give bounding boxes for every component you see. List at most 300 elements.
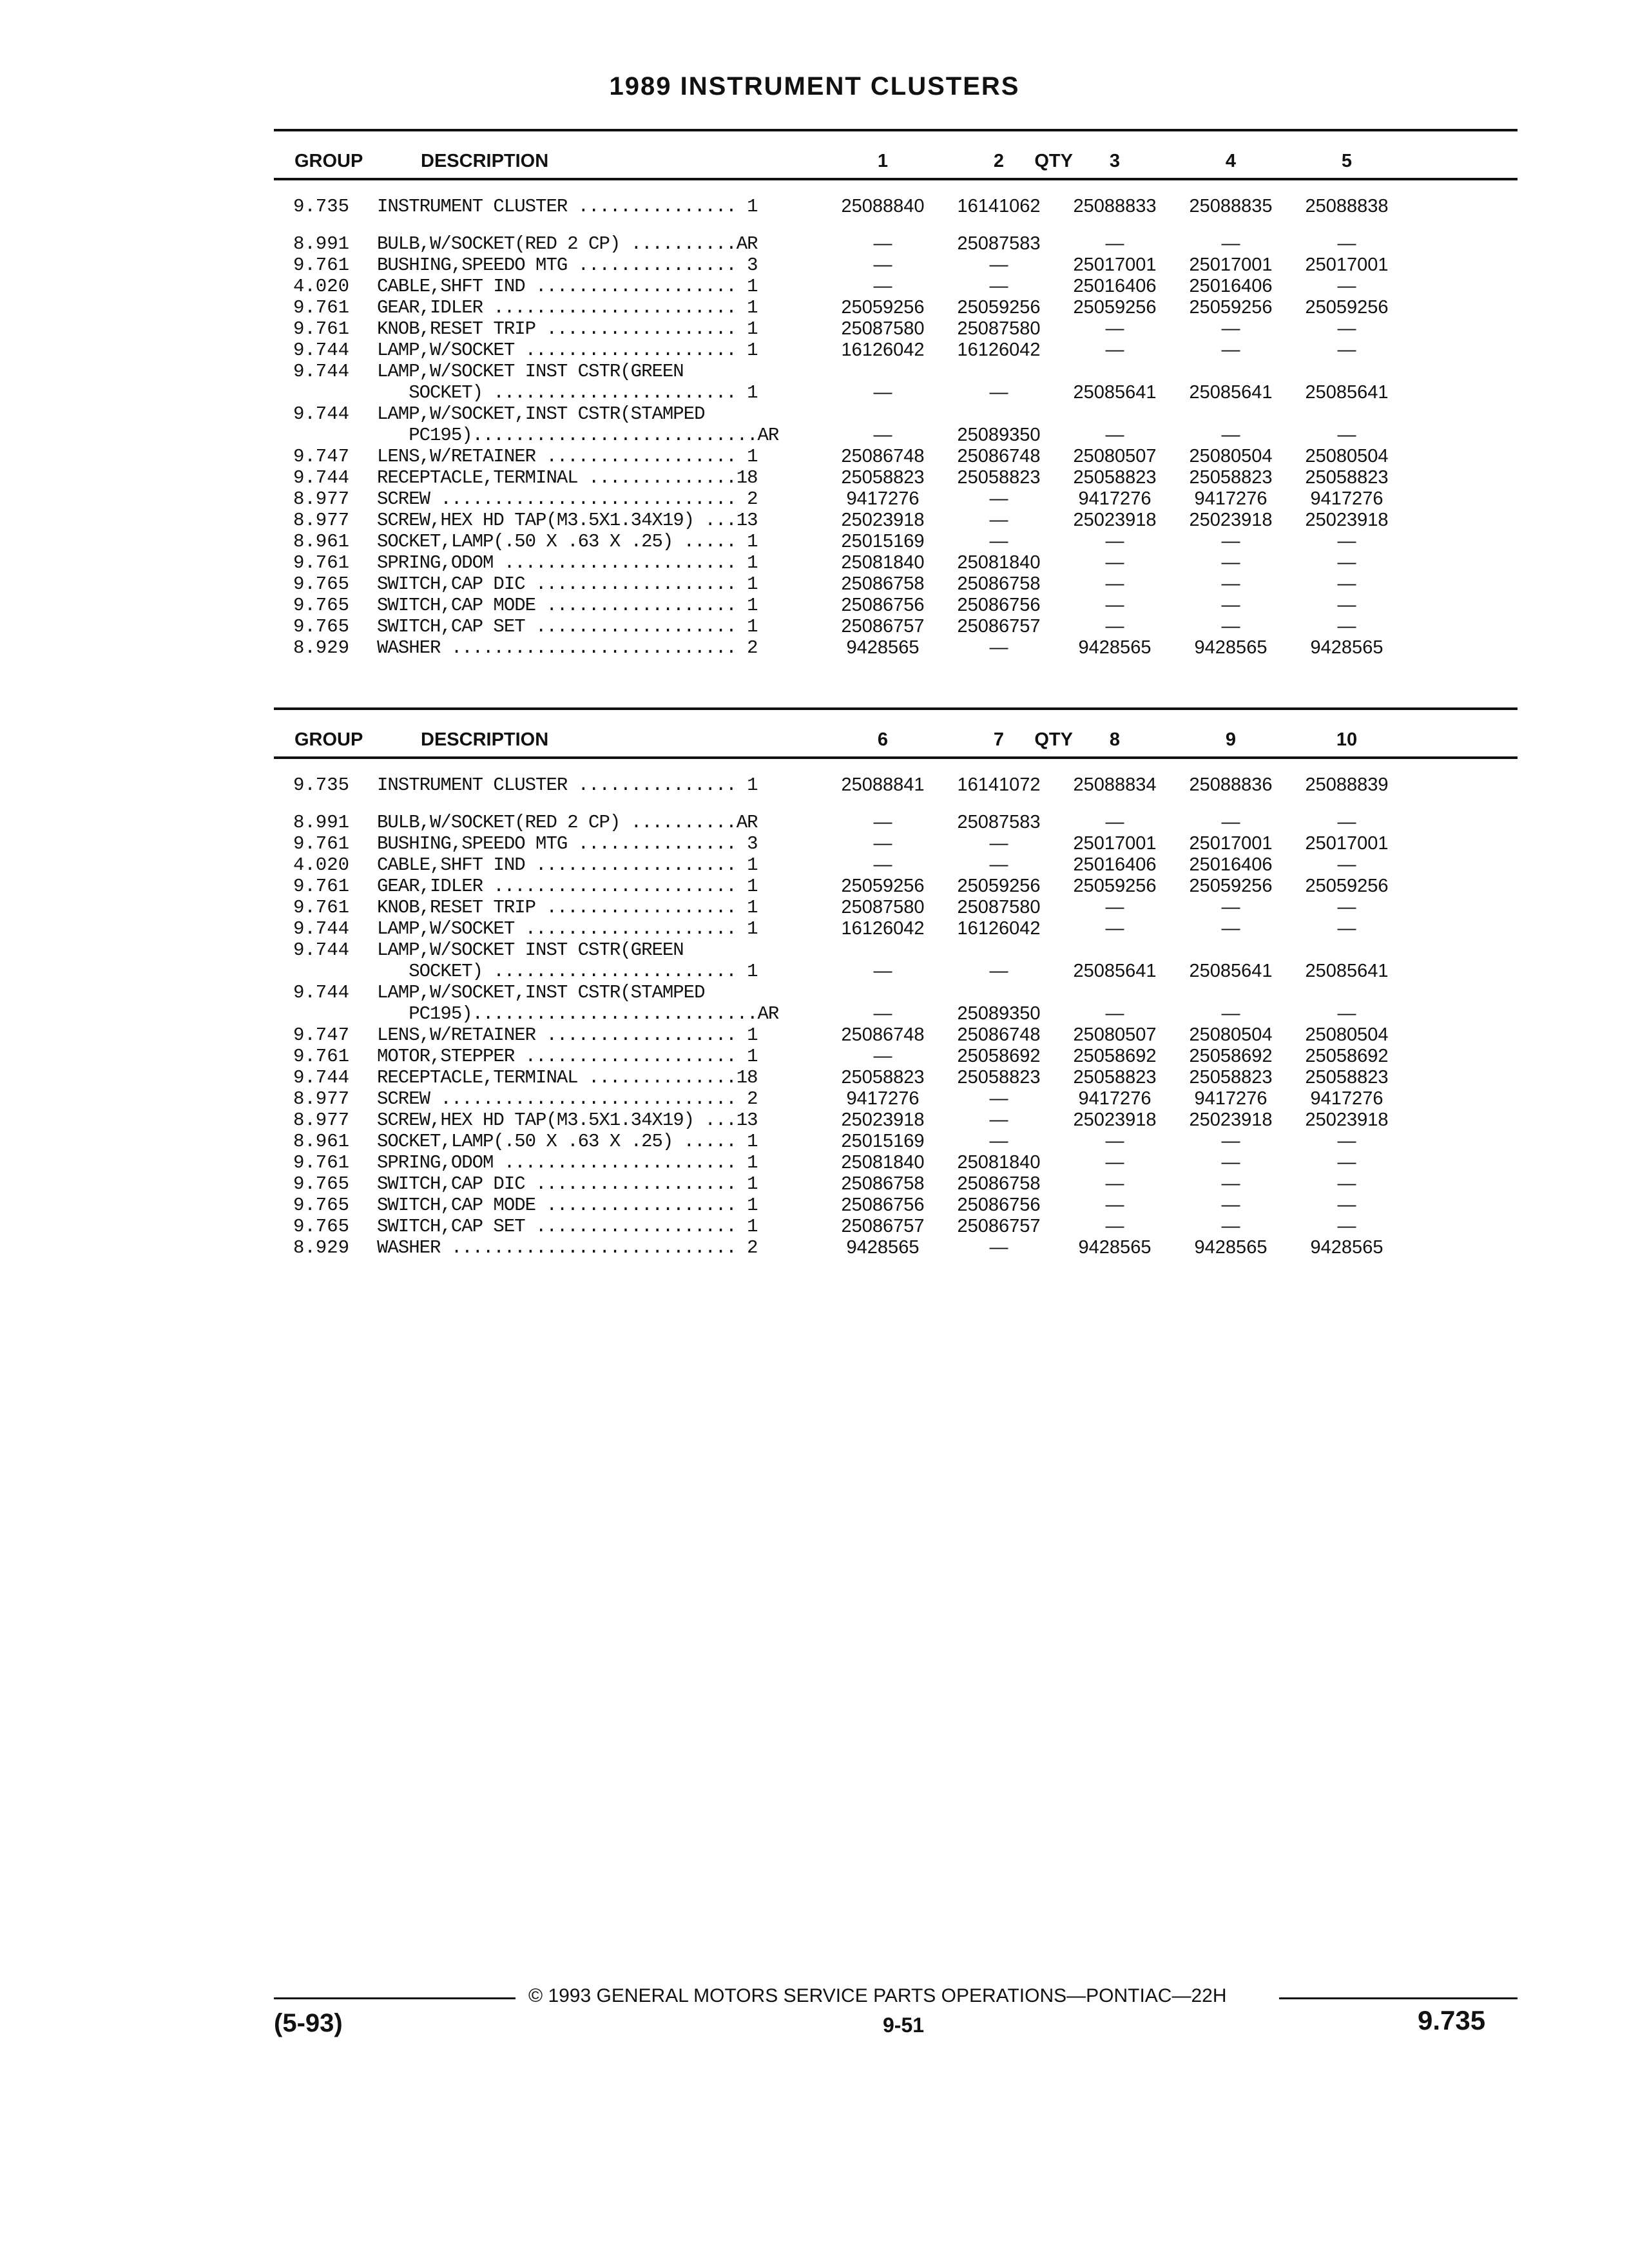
table-row [274,1131,1518,1152]
row-part-number: 25086758 [957,1173,1041,1194]
row-part-number: 25058823 [1073,1067,1157,1088]
row-part-number: — [1221,1152,1240,1173]
row-part-number: — [1337,1131,1356,1151]
table-row [274,467,1518,488]
row-description: LAMP,W/SOCKET INST CSTR(GREEN [377,939,684,961]
row-part-number: 25023918 [841,510,925,530]
row-part-number: — [1337,854,1356,875]
row-part-number: 25081840 [841,552,925,573]
row-part-number: — [1105,595,1124,615]
table-row [274,531,1518,552]
page-title: 1989 INSTRUMENT CLUSTERS [609,72,1020,101]
row-part-number: — [989,854,1008,875]
row-part-number: — [873,854,892,875]
row-part-number: 25086758 [841,573,925,594]
row-part-number: 25086758 [841,1173,925,1194]
row-group-code: 9.765 [293,616,350,637]
row-part-number: — [1221,552,1240,573]
row-part-number: — [1221,595,1240,615]
row-part-number: — [1105,897,1124,918]
row-part-number: 25080504 [1305,446,1389,466]
row-group-code: 9.735 [293,774,350,796]
table-row [274,774,1518,796]
row-part-number: 16126042 [841,340,925,360]
row-part-number: — [989,255,1008,275]
row-part-number: 16126042 [957,918,1041,939]
row-part-number: — [1221,616,1240,637]
row-part-number: — [989,961,1008,981]
table-row [274,276,1518,297]
row-part-number: — [1221,1131,1240,1151]
row-part-number: — [1221,812,1240,832]
row-description: MOTOR,STEPPER .................... 1 [377,1046,758,1067]
row-part-number: 25059256 [1189,297,1273,318]
row-part-number: 25023918 [1189,510,1273,530]
row-part-number: 25089350 [957,1003,1041,1024]
row-part-number: 25087583 [957,812,1041,832]
row-part-number: — [1105,1003,1124,1024]
row-part-number: — [1105,918,1124,939]
row-part-number: — [1221,531,1240,552]
table-row [274,488,1518,510]
row-group-code: 9.761 [293,1046,350,1067]
row-group-code: 9.744 [293,982,350,1003]
row-part-number: 16141062 [957,196,1041,216]
row-group-code: 9.761 [293,897,350,918]
row-part-number: — [1221,1173,1240,1194]
table-header-rule [274,178,1518,180]
row-group-code: 9.744 [293,939,350,961]
row-description: SCREW,HEX HD TAP(M3.5X1.34X19) ...13 [377,1110,758,1131]
row-description: KNOB,RESET TRIP .................. 1 [377,318,758,340]
row-group-code: 4.020 [293,854,350,876]
row-part-number: — [1105,233,1124,254]
table-row [274,595,1518,616]
row-part-number: — [1337,1195,1356,1215]
row-description: LAMP,W/SOCKET .................... 1 [377,918,758,939]
row-part-number: — [1221,233,1240,254]
row-part-number: 25058823 [1189,467,1273,488]
row-part-number: 25085641 [1305,382,1389,403]
footer-page-number: 9-51 [883,2013,925,2037]
row-group-code: 9.747 [293,1024,350,1046]
row-group-code: 9.761 [293,318,350,340]
table-row [274,982,1518,1003]
row-description: SCREW ............................ 2 [377,1088,758,1110]
table-row [274,1237,1518,1258]
table-row [274,616,1518,637]
row-description: PC195)...........................AR [377,1003,779,1024]
row-description: SPRING,ODOM ...................... 1 [377,1152,758,1173]
table-row [274,255,1518,276]
header-column-6: 6 [877,729,889,750]
row-part-number: 25088841 [841,774,925,795]
row-description: SWITCH,CAP SET ................... 1 [377,1216,758,1237]
row-part-number: — [1221,897,1240,918]
row-part-number: 16126042 [957,340,1041,360]
row-description: CABLE,SHFT IND ................... 1 [377,854,758,876]
row-part-number: — [1105,616,1124,637]
row-part-number: — [1221,425,1240,445]
row-description: SPRING,ODOM ...................... 1 [377,552,758,573]
row-description: SOCKET,LAMP(.50 X .63 X .25) ..... 1 [377,1131,758,1152]
row-part-number: — [989,382,1008,403]
row-part-number: 25023918 [1073,1110,1157,1130]
footer-rule-left [274,1997,516,1999]
row-description: SCREW ............................ 2 [377,488,758,510]
row-group-code: 9.744 [293,1067,350,1088]
row-part-number: 9428565 [1194,637,1268,658]
row-description: SOCKET) ....................... 1 [377,382,758,403]
row-description: WASHER ........................... 2 [377,1237,758,1258]
table-row [274,1152,1518,1173]
table-row [274,918,1518,939]
row-part-number: — [989,1237,1008,1258]
row-part-number: 25088834 [1073,774,1157,795]
row-part-number: 25058823 [957,1067,1041,1088]
row-group-code: 9.761 [293,552,350,573]
row-part-number: 25015169 [841,531,925,552]
row-part-number: — [1337,1216,1356,1236]
row-part-number: — [1221,1195,1240,1215]
row-part-number: 25080504 [1305,1024,1389,1045]
row-part-number: — [1221,340,1240,360]
row-description: LAMP,W/SOCKET .................... 1 [377,340,758,361]
header-column-4: 4 [1225,151,1237,171]
row-part-number: 25088840 [841,196,925,216]
row-part-number: 25058823 [1189,1067,1273,1088]
row-description: SOCKET,LAMP(.50 X .63 X .25) ..... 1 [377,531,758,552]
row-part-number: — [873,255,892,275]
row-part-number: 25086748 [841,446,925,466]
row-part-number: 9417276 [1194,488,1268,509]
row-group-code: 8.961 [293,531,350,552]
row-part-number: 25088838 [1305,196,1389,216]
row-part-number: 25081840 [841,1152,925,1173]
row-part-number: 25059256 [1305,876,1389,896]
row-part-number: — [989,276,1008,296]
row-part-number: 25087580 [841,318,925,339]
row-part-number: — [1337,918,1356,939]
row-part-number: 25023918 [1305,1110,1389,1130]
row-part-number: — [873,425,892,445]
row-part-number: — [989,637,1008,658]
row-description: SWITCH,CAP MODE .................. 1 [377,595,758,616]
header-column-7: 7 [993,729,1005,750]
table-row [274,1110,1518,1131]
row-part-number: — [873,1046,892,1066]
row-part-number: 9428565 [1310,1237,1383,1258]
table-header-row [274,151,1518,172]
table-row [274,297,1518,318]
row-part-number: — [989,1110,1008,1130]
row-part-number: 25058823 [841,1067,925,1088]
row-part-number: 25058692 [1305,1046,1389,1066]
row-group-code: 9.761 [293,255,350,276]
row-part-number: 25058692 [957,1046,1041,1066]
table-top-rule [274,129,1518,131]
row-part-number: 9417276 [1078,488,1152,509]
row-part-number: 25059256 [957,876,1041,896]
row-description: SWITCH,CAP MODE .................. 1 [377,1195,758,1216]
row-part-number: — [1337,276,1356,296]
row-part-number: 25086756 [957,595,1041,615]
table-row [274,552,1518,573]
row-description: RECEPTACLE,TERMINAL ..............18 [377,467,758,488]
row-part-number: — [1337,425,1356,445]
row-description: KNOB,RESET TRIP .................. 1 [377,897,758,918]
header-description: DESCRIPTION [421,729,549,750]
row-part-number: 25016406 [1189,854,1273,875]
row-part-number: — [1105,318,1124,339]
row-part-number: — [1105,1131,1124,1151]
row-group-code: 9.765 [293,595,350,616]
row-description: LENS,W/RETAINER .................. 1 [377,1024,758,1046]
header-column-2: 2 [993,151,1005,171]
row-part-number: 25085641 [1189,961,1273,981]
row-part-number: 25023918 [841,1110,925,1130]
row-description: LAMP,W/SOCKET,INST CSTR(STAMPED [377,982,705,1003]
row-part-number: 25088836 [1189,774,1273,795]
row-part-number: 9417276 [1194,1088,1268,1109]
row-part-number: — [1337,233,1356,254]
row-part-number: 25016406 [1189,276,1273,296]
row-group-code: 8.991 [293,812,350,833]
header-column-9: 9 [1225,729,1237,750]
table-row [274,196,1518,217]
row-part-number: 25086757 [957,1216,1041,1236]
row-part-number: 25085641 [1305,961,1389,981]
row-part-number: 25059256 [1305,297,1389,318]
row-part-number: 16126042 [841,918,925,939]
row-group-code: 9.761 [293,297,350,318]
table-row [274,510,1518,531]
row-description: SOCKET) ....................... 1 [377,961,758,982]
table-top-rule [274,707,1518,710]
row-part-number: 25081840 [957,1152,1041,1173]
table-row [274,382,1518,403]
row-part-number: 25059256 [1073,297,1157,318]
row-group-code: 8.991 [293,233,350,255]
row-part-number: — [1337,340,1356,360]
table-row [274,1067,1518,1088]
row-description: INSTRUMENT CLUSTER ............... 1 [377,196,758,217]
row-description: BUSHING,SPEEDO MTG ............... 3 [377,255,758,276]
table-row [274,897,1518,918]
row-part-number: 25017001 [1189,833,1273,854]
row-part-number: 25085641 [1073,961,1157,981]
row-part-number: — [1337,552,1356,573]
row-part-number: — [873,276,892,296]
row-part-number: — [1337,318,1356,339]
row-part-number: 25086757 [841,1216,925,1236]
row-part-number: — [1105,425,1124,445]
row-part-number: — [1105,573,1124,594]
row-part-number: 25086748 [957,446,1041,466]
header-group: GROUP [294,729,363,750]
row-part-number: 25059256 [1073,876,1157,896]
row-part-number: — [1105,340,1124,360]
row-description: LAMP,W/SOCKET INST CSTR(GREEN [377,361,684,382]
row-part-number: 25086757 [841,616,925,637]
row-group-code: 9.765 [293,1216,350,1237]
row-group-code: 9.765 [293,1195,350,1216]
row-part-number: 9428565 [1078,1237,1152,1258]
table-row [274,1024,1518,1046]
row-part-number: 25059256 [957,297,1041,318]
row-part-number: 9428565 [1078,637,1152,658]
row-part-number: 25085641 [1189,382,1273,403]
header-qty: QTY [1034,729,1073,750]
header-column-5: 5 [1341,151,1353,171]
row-part-number: 25081840 [957,552,1041,573]
row-group-code: 8.977 [293,1110,350,1131]
row-description: GEAR,IDLER ....................... 1 [377,297,758,318]
row-part-number: 25015169 [841,1131,925,1151]
row-description: SWITCH,CAP DIC ................... 1 [377,573,758,595]
row-description: SWITCH,CAP SET ................... 1 [377,616,758,637]
row-part-number: 25059256 [841,297,925,318]
row-part-number: 25023918 [1073,510,1157,530]
row-group-code: 9.761 [293,1152,350,1173]
row-description: BULB,W/SOCKET(RED 2 CP) ..........AR [377,233,758,255]
footer-copyright: © 1993 GENERAL MOTORS SERVICE PARTS OPERATIONS—PONTIAC—22H [528,1985,1227,2006]
row-part-number: 25087580 [957,318,1041,339]
row-description: BULB,W/SOCKET(RED 2 CP) ..........AR [377,812,758,833]
row-part-number: 25058823 [1305,1067,1389,1088]
row-part-number: 25086748 [841,1024,925,1045]
row-part-number: 9428565 [846,1237,920,1258]
header-description: DESCRIPTION [421,151,549,171]
row-part-number: — [1105,812,1124,832]
row-group-code: 9.744 [293,340,350,361]
row-part-number: — [989,531,1008,552]
row-part-number: 25058823 [957,467,1041,488]
table-row [274,318,1518,340]
row-group-code: 9.747 [293,446,350,467]
row-part-number: 25086756 [841,595,925,615]
row-group-code: 9.735 [293,196,350,217]
row-part-number: — [1337,1152,1356,1173]
row-part-number: 25058823 [1305,467,1389,488]
row-description: SCREW,HEX HD TAP(M3.5X1.34X19) ...13 [377,510,758,531]
row-part-number: — [1337,812,1356,832]
row-part-number: 25016406 [1073,276,1157,296]
row-part-number: — [873,961,892,981]
table-row [274,233,1518,255]
table-row [274,876,1518,897]
row-part-number: — [1337,616,1356,637]
table-row [274,1088,1518,1110]
row-part-number: 9417276 [1078,1088,1152,1109]
row-part-number: 25059256 [1189,876,1273,896]
row-part-number: 25017001 [1305,255,1389,275]
row-part-number: 25087580 [841,897,925,918]
table-row [274,812,1518,833]
row-group-code: 9.761 [293,833,350,854]
header-column-3: 3 [1109,151,1121,171]
row-part-number: 25086757 [957,616,1041,637]
row-description: PC195)...........................AR [377,425,779,446]
row-part-number: 25017001 [1073,255,1157,275]
row-part-number: — [1221,1216,1240,1236]
row-group-code: 9.761 [293,876,350,897]
row-part-number: 9417276 [846,488,920,509]
header-column-8: 8 [1109,729,1121,750]
row-description: LENS,W/RETAINER .................. 1 [377,446,758,467]
table-row [274,403,1518,425]
row-part-number: 25086758 [957,573,1041,594]
row-part-number: — [873,382,892,403]
row-group-code: 9.765 [293,573,350,595]
row-part-number: 25088833 [1073,196,1157,216]
row-part-number: 25058823 [1073,467,1157,488]
table-row [274,637,1518,658]
table-row [274,425,1518,446]
row-description: WASHER ........................... 2 [377,637,758,658]
row-part-number: — [1221,573,1240,594]
table-header-row [274,729,1518,751]
row-part-number: 25085641 [1073,382,1157,403]
row-part-number: 25087580 [957,897,1041,918]
row-description: GEAR,IDLER ....................... 1 [377,876,758,897]
row-group-code: 9.744 [293,467,350,488]
row-part-number: 16141072 [957,774,1041,795]
row-part-number: — [989,510,1008,530]
footer-date-code: (5-93) [274,2009,343,2037]
row-part-number: 25023918 [1305,510,1389,530]
row-part-number: — [1105,552,1124,573]
row-part-number: 25089350 [957,425,1041,445]
row-part-number: — [1221,1003,1240,1024]
table-header-rule [274,756,1518,759]
row-part-number: — [1105,1216,1124,1236]
row-part-number: — [1105,1173,1124,1194]
header-qty: QTY [1034,151,1073,171]
row-description: BUSHING,SPEEDO MTG ............... 3 [377,833,758,854]
row-part-number: — [1105,1152,1124,1173]
row-part-number: 9428565 [846,637,920,658]
row-group-code: 8.977 [293,510,350,531]
row-description: LAMP,W/SOCKET,INST CSTR(STAMPED [377,403,705,425]
row-group-code: 8.977 [293,488,350,510]
row-part-number: — [873,833,892,854]
row-part-number: 25088835 [1189,196,1273,216]
row-part-number: 25058692 [1189,1046,1273,1066]
table-row [274,854,1518,876]
table-row [274,1195,1518,1216]
table-row [274,833,1518,854]
row-group-code: 9.744 [293,403,350,425]
row-group-code: 9.765 [293,1173,350,1195]
row-part-number: 25016406 [1073,854,1157,875]
row-group-code: 8.929 [293,1237,350,1258]
row-part-number: — [1337,1003,1356,1024]
row-part-number: 9417276 [1310,1088,1383,1109]
row-part-number: 9428565 [1310,637,1383,658]
row-part-number: 25017001 [1189,255,1273,275]
row-description: CABLE,SHFT IND ................... 1 [377,276,758,297]
table-row [274,361,1518,382]
row-part-number: 25058692 [1073,1046,1157,1066]
row-part-number: 25017001 [1305,833,1389,854]
row-part-number: 25087583 [957,233,1041,254]
row-description: SWITCH,CAP DIC ................... 1 [377,1173,758,1195]
table-row [274,1216,1518,1237]
row-part-number: 25080504 [1189,1024,1273,1045]
row-part-number: 25088839 [1305,774,1389,795]
row-group-code: 9.744 [293,918,350,939]
